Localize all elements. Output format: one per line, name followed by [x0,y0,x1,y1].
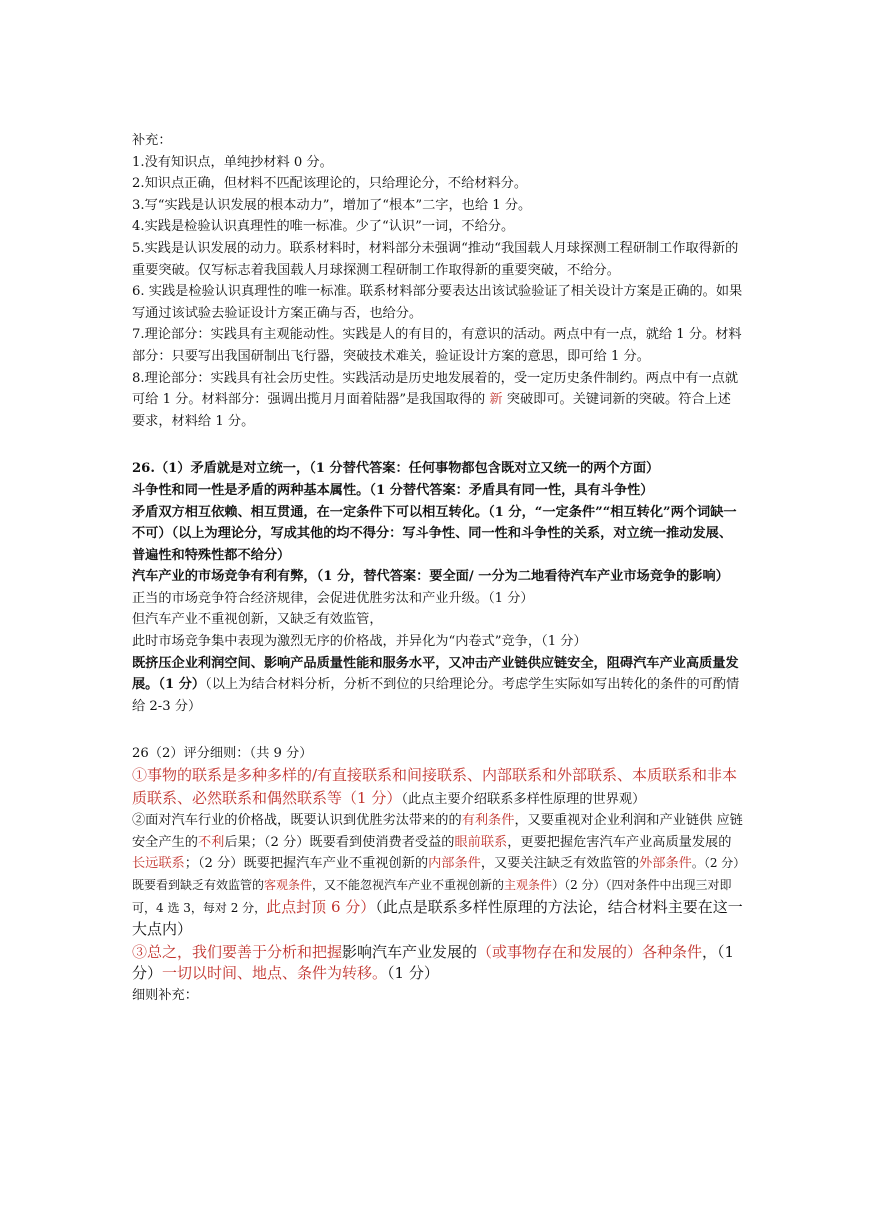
p2-text-10: （此点是联系多样性原理的方法论，结合材料主要在这一大点内） [132,897,743,939]
p3-text-2: ，（1 分） [132,942,735,983]
q26-2-point-1-note: （此点主要介绍联系多样性原理的世界观） [401,791,646,807]
q26-1-line-8 [132,653,744,718]
rule-item-7: 7.理论部分：实践具有主观能动性。实践是人的有目的，有意识的活动。两点中有一点，就给 1 分。材料部分：只要写出我国研制出飞行器，突破技术难关，验证设计方案的意思，即可给 1 分。 [132,327,742,364]
q26-1-line-4: 汽车产业的市场竞争有利有弊，（1 分，替代答案：要全面/ 一分为二地看待汽车产业市场竞争的影响） [132,569,729,585]
p2-red-6: 外部条件 [639,856,692,872]
p2-red-1: 有利条件 [461,813,515,829]
p2-text-3: 后果；（2 分）既要看到使消费者受益的 [224,834,455,850]
p2-text-6: ，又要关注缺乏有效监管的 [480,856,640,872]
q26-2-point-1-red: ①事物的联系是多种多样的/有直接联系和间接联系、内部联系和外部联系、本质联系和非本质联系、必然联系和偶然联系等（1 分） [132,766,738,807]
p3-text-3: （1 分） [387,964,439,983]
p2-red-9: 此点封顶 6 分） [266,897,376,916]
rule-item-8 [132,368,744,433]
p2-text-2: ，又要重视对企业利润和产业链供 应链安全产生的 [132,813,743,850]
p2-text-5: ；（2 分）既要把握汽车产业不重视创新的 [184,856,429,872]
p2-text-1: ②面对汽车行业的价格战，既要认识到优胜劣汰带来的的 [132,813,462,829]
q26-1-line-8-main: 既挤压企业利润空间、影响产品质量性能和服务水平，又冲击产业链供应链安全，阻碍汽车产业高质量发展。（1 分） [132,655,739,693]
q26-1-line-5: 正当的市场竞争符合经济规律，会促进优胜劣汰和产业升级。（1 分） [132,590,534,606]
q26-2-point-2 [132,810,744,942]
q26-1-line-2: 斗争性和同一性是矛盾的两种基本属性。（1 分替代答案：矛盾具有同一性，具有斗争性） [132,482,654,498]
q26-1-line-8-note: （以上为结合材料分析，分析不到位的只给理论分。考虑学生实际如写出转化的条件的可酌情给 2-3 分） [132,677,740,714]
q26-1-line-6: 但汽车产业不重视创新，又缺乏有效监管， [132,612,383,628]
q26-2-heading: 26（2）评分细则：（共 9 分） [132,746,313,762]
p2-red-8: 主观条件 [504,878,553,892]
p2-red-7: 客观条件 [264,878,313,892]
p2-text-4: ，更要把握危害汽车产业高质量发展的 [507,834,732,850]
p2-text-7: 。（2 分）既要看到缺乏有效监管的 [132,856,740,892]
p3-red-2: （或事物存在和发展的）各种条件 [477,942,703,961]
p3-red-1: ③总之，我们要善于分析和把握 [132,942,343,961]
supplement-heading: 补充： [132,133,172,148]
rule-item-8-text-a: 8.理论部分：实践具有社会历史性。实践活动是历史地发展着的，受一定历史条件制约。两点中有一点就可给 1 分。材料部分：强调出揽月月面着陆器”是我国取得的 [132,370,739,408]
rule-item-6: 6. 实践是检验认识真理性的唯一标准。联系材料部分要表达出该试验验证了相关设计方案是正确的。如果写通过该试验去验证设计方案正确与否，也给分。 [132,284,743,321]
rule-item-5: 5.实践是认识发展的动力。联系材料时，材料部分未强调“推动“我国载人月球探测工程研制工作取得新的重要突破。仅写标志着我国载人月球探测工程研制工作取得新的重要突破，不给分。 [132,240,739,278]
p2-red-4: 长远联系 [132,856,185,872]
detail-supplement-heading: 细则补充： [132,987,198,1003]
p2-red-3: 眼前联系 [454,834,508,850]
answer-key-page [132,130,744,1007]
q26-1-line-1: 26.（1）矛盾就是对立统一，（1 分替代答案：任何事物都包含既对立又统一的两个方面） [132,461,660,477]
rule-item-3: 3.写“实践是认识发展的根本动力”，增加了“根本”二字，也给 1 分。 [132,197,532,213]
p2-red-2: 不利 [197,834,225,850]
q26-1-line-3: 矛盾双方相互依赖、相互贯通，在一定条件下可以相互转化。（1 分，“一定条件”“相互转化”两个词缺一不可）（以上为理论分，写成其他的均不得分：写斗争性、同一性和斗争性的关系，对立统一推动发展、普遍性和特殊性都不给分） [132,504,737,563]
q26-2-point-1 [132,765,744,810]
rule-item-4: 4.实践是检验认识真理性的唯一标准。少了“认识”一词，不给分。 [132,219,515,235]
q26-2-point-3 [132,942,744,985]
rule-item-8-text-b: 突破即可。关键词新的突破。符合上述要求，材料给 1 分。 [132,392,731,429]
p2-red-5: 内部条件 [428,856,481,872]
p3-red-3: 一切以时间、地点、条件为转移。 [162,964,388,983]
rule-item-2: 2.知识点正确，但材料不匹配该理论的，只给理论分，不给材料分。 [132,176,528,192]
rule-item-8-highlight: 新 [489,392,503,408]
p2-text-9: ）（2 分）（四对条件中出现三对即可，4 选 3，每对 2 分， [132,878,732,915]
rule-item-1: 1.没有知识点，单纯抄材料 0 分。 [132,154,333,170]
p2-text-8: ，又不能忽视汽车产业不重视创新的 [312,878,505,892]
q26-1-line-7: 此时市场竞争集中表现为激烈无序的价格战，并异化为“内卷式”竞争，（1 分） [132,634,587,650]
p3-text-1: 影响汽车产业发展的 [342,942,478,961]
